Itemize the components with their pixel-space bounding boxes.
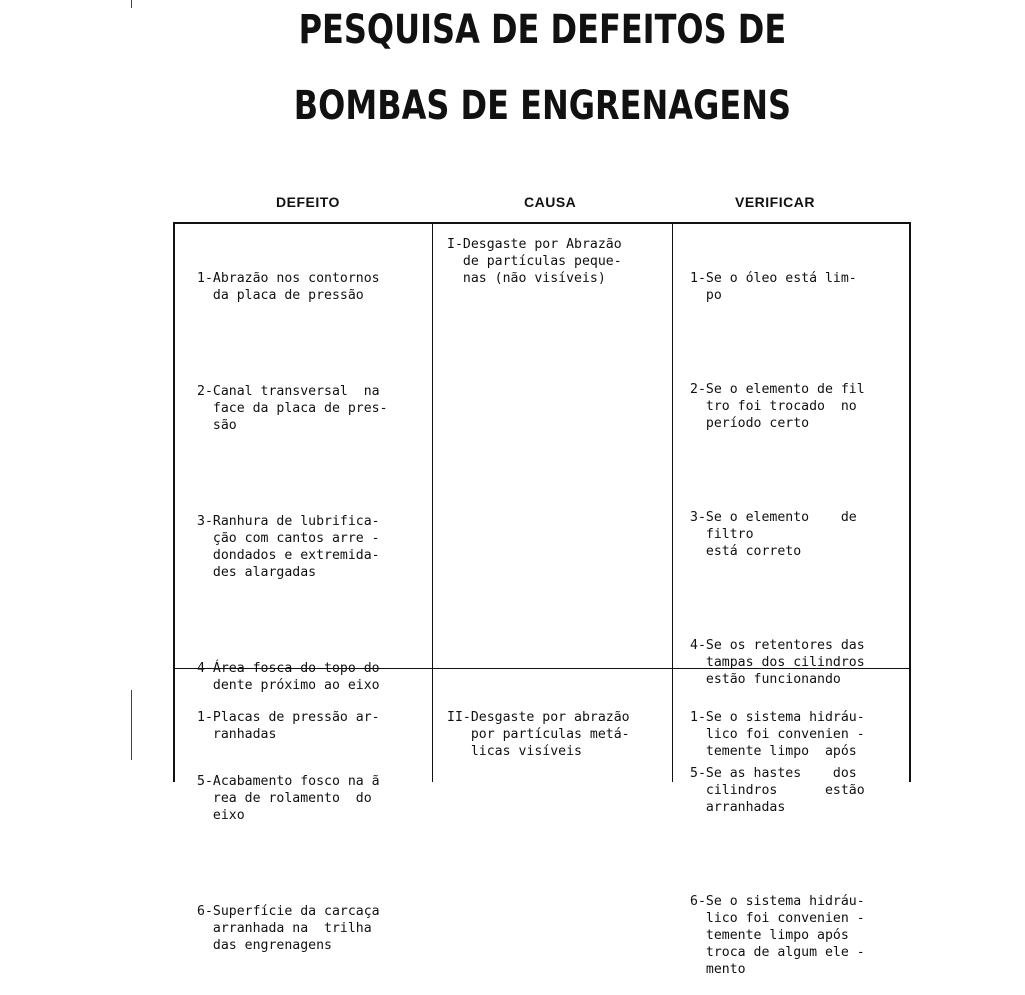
verificar-item: 2-Se o elemento de fil tro foi trocado no período certo <box>690 382 865 431</box>
defeito-item: 6-Superfície da carcaça arranhada na trilha das engrenagens <box>197 904 380 953</box>
verificar-item: 4-Se os retentores das tampas dos cilindros estão funcionando <box>690 638 865 687</box>
defeito-item: 3-Ranhura de lubrifica- ção com cantos arre - dondados e extremida- des alargadas <box>197 514 380 580</box>
causa-group-1: I-Desgaste por Abrazão de partículas peque- nas (não visíveis) <box>447 237 622 286</box>
verificar-item: 3-Se o elemento de filtro está correto <box>690 510 857 559</box>
defeito-item: 4-Área fosca do topo do dente próximo ao eixo <box>197 661 380 693</box>
defeito-group-2: 1-Placas de pressão ar- ranhadas <box>197 710 380 742</box>
column-divider-1 <box>432 222 433 782</box>
column-divider-2 <box>672 222 673 782</box>
column-header-defeito: DEFEITO <box>276 194 340 210</box>
verificar-item: 5-Se as hastes dos cilindros estão arranhadas <box>690 766 865 815</box>
title-line-1: PESQUISA DE DEFEITOS DE <box>298 7 787 53</box>
title-line-2: BOMBAS DE ENGRENAGENS <box>293 83 792 129</box>
defeito-item: 1-Abrazão nos contornos da placa de pressão <box>197 271 380 303</box>
defeito-list-group-1 <box>197 236 388 971</box>
causa-group-2: II-Desgaste por abrazão por partículas metá- licas visíveis <box>447 710 630 759</box>
defeito-item: 5-Acabamento fosco na ã rea de rolamento do eixo <box>197 774 380 823</box>
defeito-item: 2-Canal transversal na face da placa de pres- são <box>197 384 388 433</box>
verificar-group-2: 1-Se o sistema hidráu- lico foi convenien - temente limpo após <box>690 710 865 759</box>
column-header-verificar: VERIFICAR <box>735 194 815 210</box>
verificar-list-group-1 <box>690 236 865 995</box>
column-header-causa: CAUSA <box>524 194 577 210</box>
verificar-item: 6-Se o sistema hidráu- lico foi convenien - temente limpo após troca de algum ele - mento <box>690 894 865 977</box>
scan-margin-line-bottom <box>131 690 132 760</box>
scan-margin-line-top <box>131 0 132 8</box>
verificar-item: 1-Se o óleo está lim- po <box>690 271 857 303</box>
